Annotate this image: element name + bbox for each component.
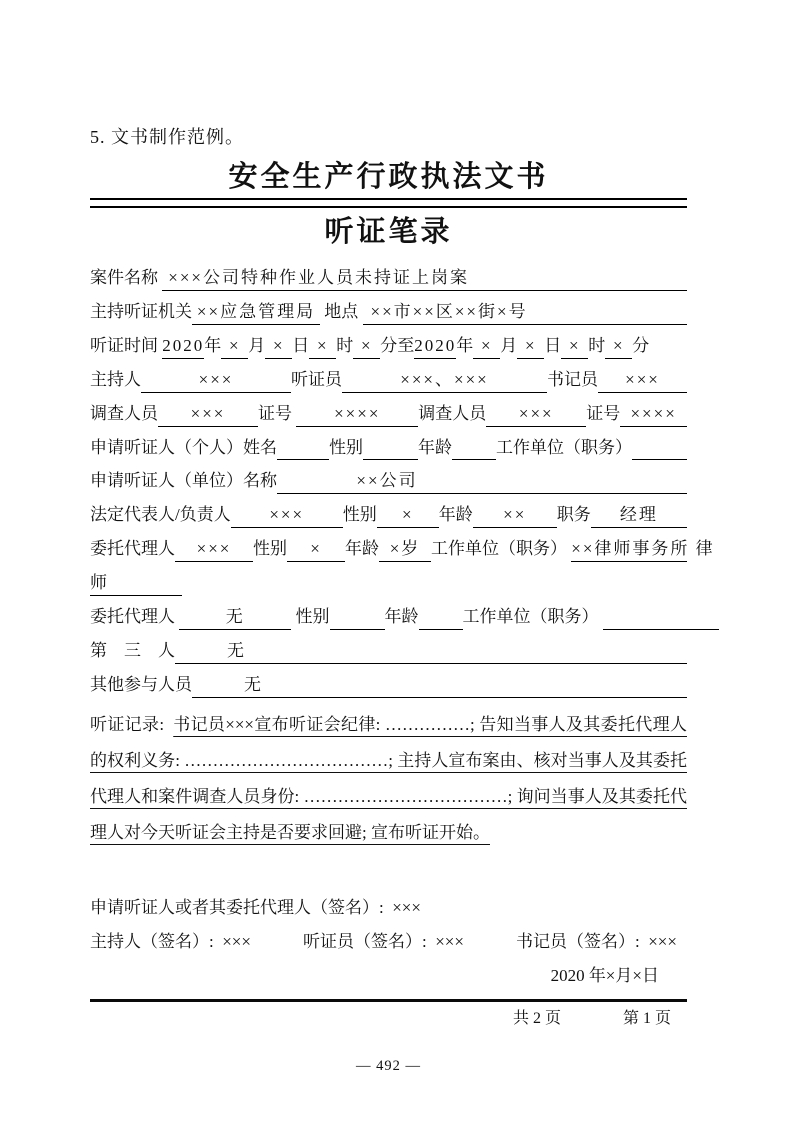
form-label: 性别 (329, 438, 363, 458)
form-line-entrusted-agent-1-wrap (90, 571, 687, 596)
form-label: 委托代理人 (90, 607, 180, 627)
form-field: × (473, 334, 500, 359)
form-field: × (377, 503, 439, 528)
signature-officials-row (90, 925, 687, 959)
form-label: 年龄 (418, 438, 452, 458)
form-label: 证号 (586, 404, 621, 424)
form-field: ××市××区××街×号 (363, 300, 688, 325)
form-label: 证号 (258, 404, 297, 424)
signature-gap (251, 925, 303, 959)
form-label: 委托代理人 (90, 539, 175, 559)
form-label: 地点 (320, 302, 363, 322)
form-field: ××× (141, 368, 291, 393)
form-field: × (265, 334, 292, 359)
document-header-title: 安全生产行政执法文书 (228, 160, 549, 193)
form-field: 2020 (162, 334, 204, 359)
form-field: ××律师事务所 律 (571, 537, 687, 562)
form-field: 无 (175, 639, 687, 664)
form-field: ××公司 (277, 469, 687, 494)
form-field: 师 (90, 571, 182, 596)
form-label: 工作单位（职务） (496, 438, 632, 458)
form-field: 无 (179, 605, 291, 630)
form-label: 时 (588, 336, 606, 356)
form-line-other-participants (90, 673, 687, 698)
signature-hearing-officer: 听证员（签名）: ××× (303, 932, 464, 952)
form-field: ×岁 (379, 537, 431, 562)
form-field: ××× (175, 537, 253, 562)
form-field: × (309, 334, 336, 359)
book-page-number: — 492 — (356, 1058, 421, 1075)
form-field (363, 436, 418, 460)
signature-applicant: 申请听证人或者其委托代理人（签名）: ××× (90, 898, 421, 918)
form-field (419, 605, 463, 630)
form-field: ××× (598, 368, 687, 393)
form-line-entrusted-agent-2 (90, 605, 687, 630)
form-line-case-name (90, 266, 687, 291)
form-field: 无 (192, 673, 687, 698)
form-label: 月 (248, 336, 266, 356)
form-field (632, 436, 687, 460)
form-field: × (561, 334, 588, 359)
form-label: 法定代表人/负责人 (90, 505, 231, 525)
form-body (90, 266, 715, 698)
form-line-third-party (90, 639, 687, 664)
header-double-rule (90, 198, 687, 208)
form-label: 年 (456, 336, 474, 356)
form-line-applicant-unit (90, 469, 687, 494)
form-field: ××× (231, 503, 343, 528)
document-title: 听证笔录 (324, 215, 453, 248)
form-label: 书记员 (547, 370, 598, 390)
form-label: 年龄 (438, 505, 473, 525)
form-line-presiders (90, 368, 687, 393)
signature-date: 2020 年×月×日 (550, 966, 659, 986)
form-field: ×××× (296, 402, 418, 427)
form-label: 听证员 (291, 370, 342, 390)
form-label: 主持听证机关 (90, 302, 192, 322)
form-field: × (605, 334, 632, 359)
form-label: 年龄 (345, 539, 379, 559)
form-line-investigators (90, 402, 687, 427)
form-label: 工作单位（职务） (462, 607, 603, 627)
form-field: × (353, 334, 380, 359)
form-field (330, 605, 385, 630)
form-field: × (517, 334, 544, 359)
form-label: 其他参与人员 (90, 675, 192, 695)
form-field (603, 605, 719, 630)
form-label: 职务 (556, 505, 591, 525)
form-label: 工作单位（职务） (431, 539, 572, 559)
form-label: 主持人 (90, 370, 141, 390)
form-label: 月 (500, 336, 518, 356)
form-label: 听证时间 (90, 336, 163, 356)
form-label: 调查人员 (90, 404, 158, 424)
signature-host: 主持人（签名）: ××× (90, 932, 251, 952)
form-field: × (287, 537, 345, 562)
hearing-record-text: 书记员×××宣布听证会纪律: ……………; 告知当事人及其委托代理人的权利义务: ………………………………; 主持人宣布案由、核对当事人及其委托代理人和案件调查人员身份: ………………………………; 询问当事人及其委托代理人对今天听证会主持是否要求回避; 宣布听证开始。 (90, 715, 687, 843)
footer-current-page: 第 1 页 (622, 1010, 671, 1028)
form-line-hearing-authority (90, 300, 687, 325)
form-label: 第 三 人 (90, 641, 175, 661)
footer-total-pages: 共 2 页 (512, 1010, 561, 1028)
signature-gap (464, 925, 516, 959)
form-label: 时 (336, 336, 354, 356)
form-field: 经理 (591, 503, 687, 528)
form-field: ×× (473, 503, 557, 528)
form-label: 性别 (253, 539, 287, 559)
form-field: 2020 (414, 334, 456, 359)
form-label: 性别 (342, 505, 377, 525)
form-label: 年 (204, 336, 222, 356)
form-label: 年龄 (384, 607, 419, 627)
form-label: 案件名称 (90, 268, 163, 288)
form-label: 申请听证人（单位）名称 (90, 471, 277, 491)
signature-clerk: 书记员（签名）: ××× (516, 932, 677, 952)
signature-block (90, 891, 687, 991)
form-label: 日 (292, 336, 310, 356)
form-label: 分至 (380, 336, 415, 356)
form-field (452, 436, 496, 460)
form-line-applicant-individual (90, 436, 687, 460)
footer-rule (90, 999, 687, 1002)
form-field (277, 436, 329, 460)
form-field: × (221, 334, 248, 359)
footer-page-count (90, 1007, 687, 1031)
form-field: ××应急管理局 (192, 300, 320, 325)
form-label: 日 (544, 336, 562, 356)
form-label: 分 (632, 336, 650, 356)
form-line-hearing-time (90, 334, 687, 359)
form-field: ××× (486, 402, 586, 427)
form-label: 申请听证人（个人）姓名 (90, 438, 277, 458)
form-label: 性别 (291, 607, 330, 627)
hearing-record-label: 听证记录: (90, 715, 174, 735)
form-field: ×××公司特种作业人员未持证上岗案 (162, 266, 687, 291)
form-line-entrusted-agent-1 (90, 537, 715, 562)
hearing-record (90, 707, 687, 851)
section-heading: 5. 文书制作范例。 (90, 127, 244, 147)
form-field: ××× (158, 402, 258, 427)
form-line-legal-representative (90, 503, 687, 528)
form-field: ×××、××× (342, 368, 547, 393)
form-field: ×××× (620, 402, 687, 427)
form-label: 调查人员 (418, 404, 487, 424)
